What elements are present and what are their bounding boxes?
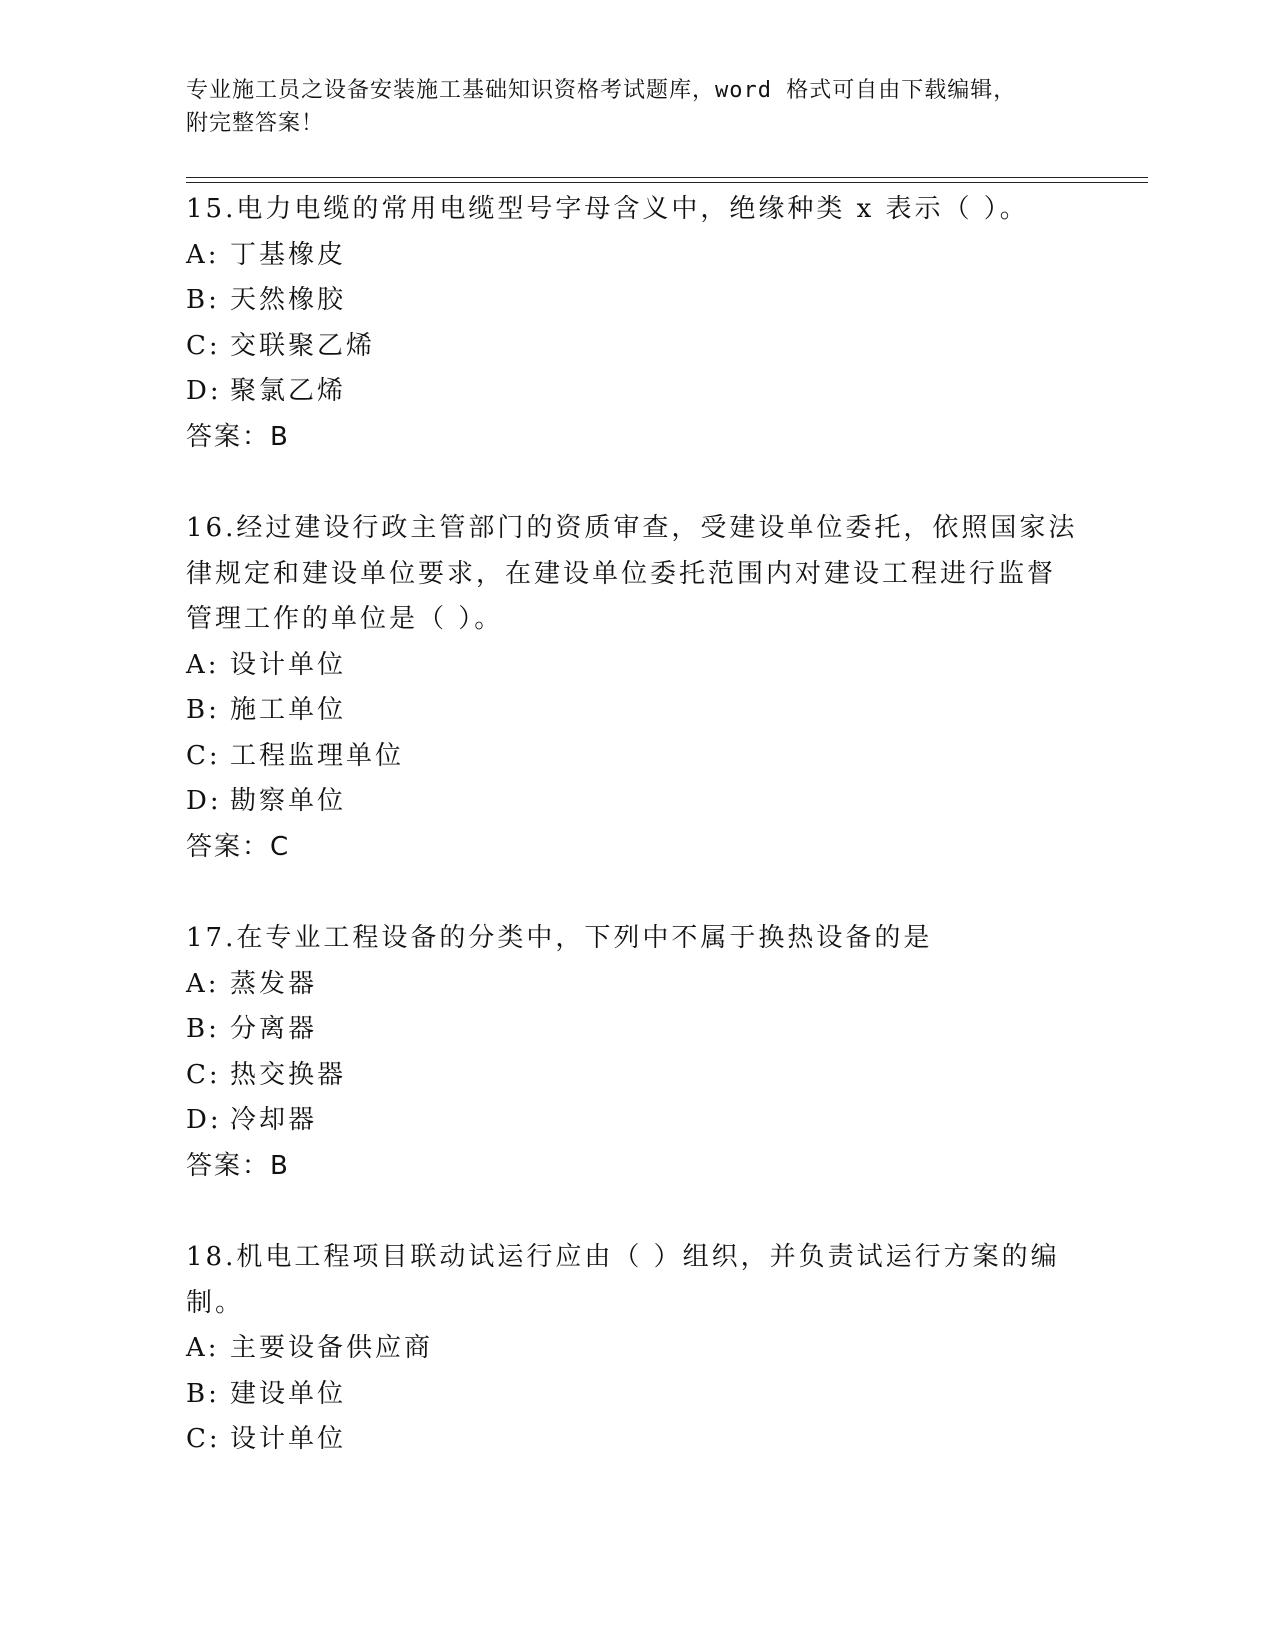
option-letter: C: [186,1424,221,1454]
option-text: 设计单位 [230,649,347,680]
option-text: 交联聚乙烯 [230,330,376,361]
option-letter: A: [186,649,220,680]
question-4 [186,1235,1086,1463]
option-c [186,324,1086,370]
option-letter: A: [186,1333,220,1363]
question-1 [186,187,1086,460]
option-letter: B: [186,1378,220,1409]
question-3 [186,916,1086,1189]
option-a [186,233,1086,279]
question-2 [186,506,1086,870]
option-letter: B: [186,285,220,315]
option-text: 勘察单位 [230,786,347,816]
answer-line: 答案：B [186,421,290,452]
option-text: 冷却器 [230,1105,318,1135]
question-stem-line: 律规定和建设单位要求，在建设单位委托范围内对建设工程进行监督 [186,558,1057,589]
header-line-2: 附完整答案！ [186,111,325,136]
option-letter: B: [186,1014,220,1044]
option-a [186,643,1086,689]
question-stem-line: 制。 [186,1287,245,1318]
option-d [186,1098,1086,1144]
option-letter: C: [186,1059,221,1090]
option-b [186,1007,1086,1053]
option-letter: A: [186,239,220,270]
option-b [186,278,1086,324]
option-text: 施工单位 [230,695,347,725]
option-letter: D: [186,786,222,816]
option-a [186,962,1086,1008]
option-b [186,1372,1086,1418]
option-letter: C: [186,740,221,771]
option-text: 聚氯乙烯 [230,376,347,406]
option-text: 蒸发器 [230,968,318,999]
option-text: 主要设备供应商 [230,1333,434,1363]
question-stem-line: 管理工作的单位是（ ）。 [186,604,504,634]
question-list [186,187,1086,1509]
header-line-1: 专业施工员之设备安装施工基础知识资格考试题库，word 格式可自由下载编辑， [186,78,1017,103]
answer-line: 答案：B [186,1150,290,1181]
option-text: 天然橡胶 [230,285,347,315]
option-c [186,1417,1086,1463]
option-b [186,688,1086,734]
option-letter: D: [186,376,222,406]
answer-line: 答案：C [186,831,291,862]
option-c [186,734,1086,780]
option-d [186,779,1086,825]
document-header [186,74,1086,140]
option-text: 工程监理单位 [230,740,405,771]
option-a [186,1326,1086,1372]
question-stem-line: 15.电力电缆的常用电缆型号字母含义中，绝缘种类 x 表示（ ）。 [186,194,1029,224]
option-letter: A: [186,968,220,999]
option-text: 设计单位 [230,1424,347,1454]
question-stem-line: 18.机电工程项目联动试运行应由（ ）组织，并负责试运行方案的编 [186,1242,1060,1272]
header-divider-bottom [186,182,1148,183]
question-stem-line: 17.在专业工程设备的分类中，下列中不属于换热设备的是 [186,923,933,953]
option-d [186,369,1086,415]
option-text: 热交换器 [230,1059,347,1090]
question-stem-line: 16.经过建设行政主管部门的资质审查，受建设单位委托，依照国家法 [186,513,1078,543]
option-text: 建设单位 [230,1378,347,1409]
option-text: 分离器 [230,1014,318,1044]
option-c [186,1053,1086,1099]
header-divider-top [186,177,1148,178]
option-text: 丁基橡皮 [230,239,347,270]
option-letter: C: [186,330,221,361]
option-letter: B: [186,695,220,725]
option-letter: D: [186,1105,222,1135]
